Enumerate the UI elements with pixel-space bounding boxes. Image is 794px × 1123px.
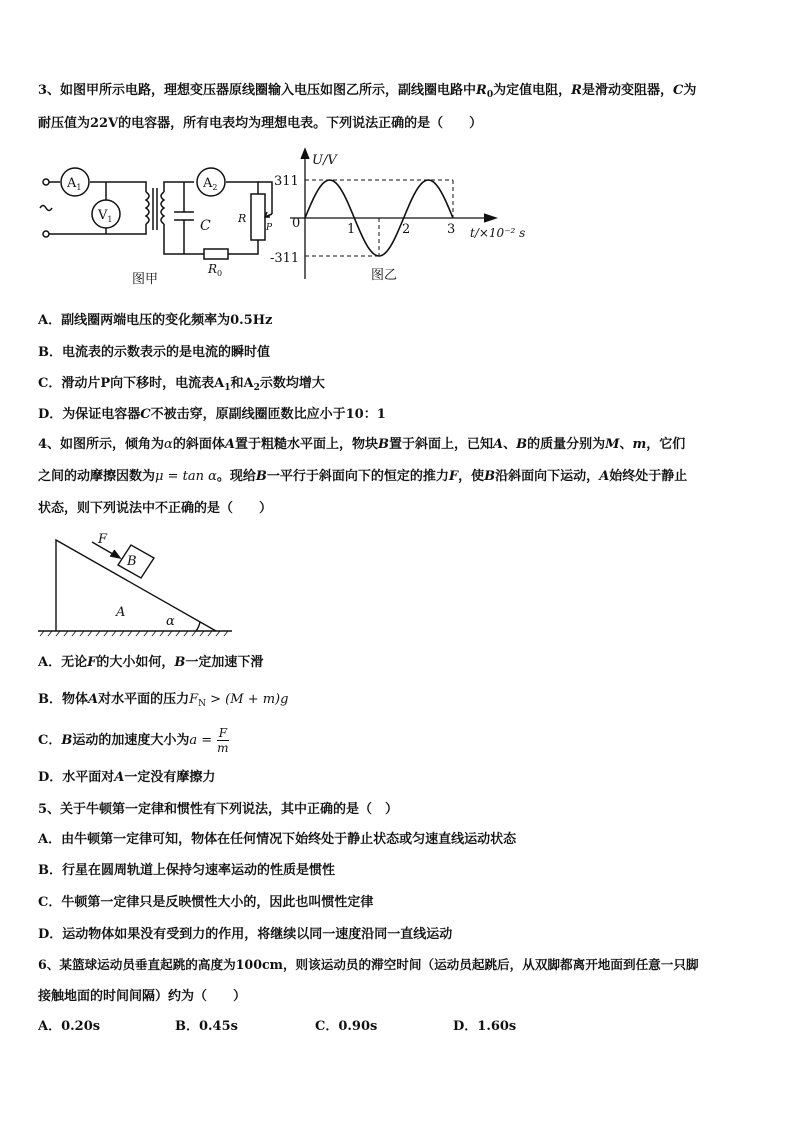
y-axis-label: U/V bbox=[312, 153, 337, 168]
ammeter1-label: $A_1$ bbox=[67, 176, 82, 192]
q4-stem-line2: 之间的动摩擦因数为μ = tan α。现给B一平行于斜面向下的恒定的推力F，使B沿斜面向下运动，A始终处于静止 bbox=[38, 469, 688, 484]
q3-option-b: B．电流表的示数表示的是电流的瞬时值 bbox=[38, 345, 270, 360]
xtick-1: 1 bbox=[347, 222, 356, 237]
x-axis-label: t/×10⁻² s bbox=[470, 226, 526, 240]
q6-stem-line1: 6、某篮球运动员垂直起跳的高度为100cm，则该运动员的滞空时间（运动员起跳后，从双脚都离开地面到任意一只脚 bbox=[38, 957, 699, 972]
x-axis-arrow bbox=[484, 214, 496, 222]
ytick-top: 311 bbox=[274, 174, 299, 189]
incline-figure bbox=[36, 532, 236, 637]
wedge-a-label: A bbox=[116, 605, 126, 620]
voltage-chart bbox=[270, 145, 530, 285]
q6-option-a: A．0.20s bbox=[38, 1019, 101, 1034]
q3-stem-line2: 耐压值为22V的电容器，所有电表均为理想电表。下列说法正确的是（ ） bbox=[38, 116, 483, 131]
q6-option-c: C．0.90s bbox=[315, 1019, 378, 1034]
r0-label: $R_0$ bbox=[208, 262, 223, 278]
angle-alpha-label: α bbox=[166, 614, 175, 629]
rheostat-label: R bbox=[238, 212, 247, 225]
q5-option-b: B．行星在圆周轨道上保持匀速率运动的性质是惯性 bbox=[38, 863, 335, 878]
q3-stem-line1: 3、如图甲所示电路，理想变压器原线圈输入电压如图乙所示，副线圈电路中$R_0$为定值电阻，R是滑动变阻器，C为 bbox=[38, 83, 697, 100]
q6-option-b: B．0.45s bbox=[175, 1019, 238, 1034]
q4-option-d: D．水平面对A一定没有摩擦力 bbox=[38, 770, 216, 785]
origin-label: 0 bbox=[292, 216, 301, 231]
voltmeter1-label: $V_1$ bbox=[98, 208, 113, 224]
y-axis-arrow bbox=[301, 149, 309, 159]
q3-option-d: D．为保证电容器C不被击穿，原副线圈匝数比应小于10：1 bbox=[38, 407, 386, 422]
xtick-3: 3 bbox=[447, 222, 456, 237]
q4-option-c: C．B运动的加速度大小为a = $\frac{F}{m}$ bbox=[38, 726, 229, 755]
ytick-bottom: -311 bbox=[270, 251, 300, 266]
force-label: F bbox=[98, 532, 108, 547]
q6-stem-line2: 接触地面的时间间隔）约为（ ） bbox=[38, 989, 247, 1004]
q5-option-c: C．牛顿第一定律只是反映惯性大小的，因此也叫惯性定律 bbox=[38, 895, 374, 910]
q5-option-a: A．由牛顿第一定律可知，物体在任何情况下始终处于静止状态或匀速直线运动状态 bbox=[38, 832, 517, 847]
fig-b-caption: 图乙 bbox=[371, 268, 398, 283]
q4-stem-line3: 状态，则下列说法中不正确的是（ ） bbox=[38, 501, 273, 516]
q6-option-d: D．1.60s bbox=[453, 1019, 517, 1034]
q4-stem-line1: 4、如图所示，倾角为α的斜面体A置于粗糙水平面上，物块B置于斜面上，已知A、B的质量分别为M、m，它们 bbox=[38, 437, 686, 452]
fig-a-caption: 图甲 bbox=[132, 272, 159, 287]
block-b-label: B bbox=[127, 554, 137, 569]
q3-option-c: C．滑动片P向下移时，电流表$A_1$和$A_2$示数均增大 bbox=[38, 376, 325, 393]
q5-stem: 5、关于牛顿第一定律和惯性有下列说法，其中正确的是（ ） bbox=[38, 802, 399, 817]
angle-arc bbox=[196, 622, 200, 631]
q4-option-b: B．物体A对水平面的压力$F_N > (M + m)g$ bbox=[38, 692, 289, 709]
capacitor-label: C bbox=[200, 218, 211, 234]
q5-option-d: D．运动物体如果没有受到力的作用，将继续以同一速度沿同一直线运动 bbox=[38, 927, 453, 942]
circuit-figure bbox=[36, 150, 286, 290]
xtick-2: 2 bbox=[402, 222, 411, 237]
ammeter2-label: $A_2$ bbox=[203, 176, 218, 192]
acceleration-fraction: $\frac{F}{m}$ bbox=[217, 726, 229, 755]
q4-option-a: A．无论F的大小如何，B一定加速下滑 bbox=[38, 655, 264, 670]
q3-option-a: A．副线圈两端电压的变化频率为0.5Hz bbox=[38, 313, 273, 328]
slider-label: P bbox=[266, 223, 273, 233]
